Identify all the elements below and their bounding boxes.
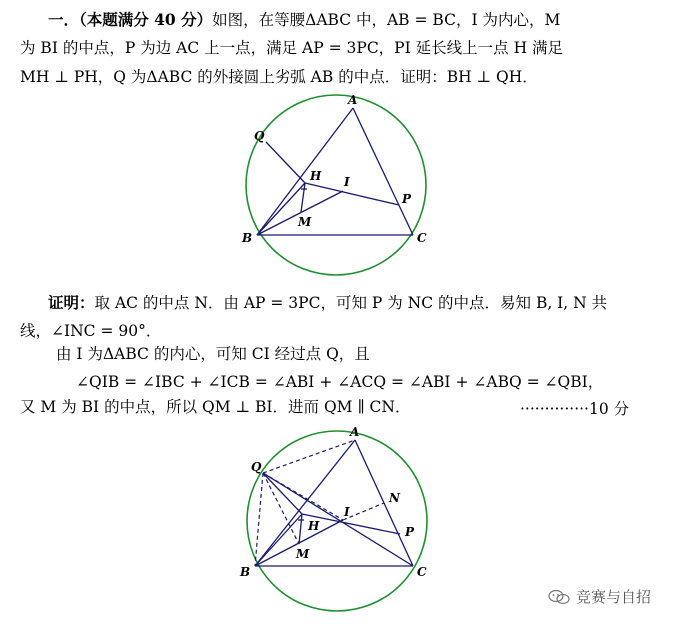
problem-line-3: MH ⊥ PH，Q 为ΔABC 的外接圆上劣弧 AB 的中点．证明：BH ⊥ QH． — [20, 68, 538, 86]
segment-hm-2 — [299, 514, 302, 544]
label-p: P — [402, 192, 412, 206]
watermark — [548, 586, 651, 607]
proof-heading: 证明： — [48, 293, 95, 312]
label-h-2: H — [308, 519, 320, 533]
segment-hb-2 — [255, 514, 302, 566]
problem-line-2: 为 BI 的中点，P 为边 AC 上一点，满足 AP = 3PC，PI 延长线上一点 H 满足 — [20, 39, 564, 57]
proof-line-5: 又 M 为 BI 的中点，所以 QM ⊥ BI．进而 QM ∥ CN． — [20, 398, 411, 416]
label-b-2: B — [240, 565, 251, 579]
score-mark: ··············10 分 — [520, 400, 630, 418]
label-a: A — [348, 93, 358, 107]
watermark-text: 竞赛与自招 — [576, 588, 652, 606]
label-n-2: N — [389, 491, 400, 505]
label-m-2: M — [296, 547, 310, 561]
problem-line-1-text: 如图，在等腰ΔABC 中，AB = BC，I 为内心，M — [212, 11, 561, 29]
label-b: B — [242, 231, 253, 245]
label-c: C — [417, 231, 427, 245]
label-q: Q — [254, 129, 265, 143]
label-h: H — [310, 169, 322, 183]
proof-line-2: 线，∠INC = 90°． — [20, 322, 162, 340]
segment-qc — [263, 473, 413, 566]
label-i-2: I — [344, 505, 350, 519]
dashed-qb — [255, 473, 263, 566]
label-i: I — [344, 175, 350, 189]
label-a-2: A — [350, 425, 360, 439]
proof-line-1-text: 取 AC 的中点 N．由 AP = 3PC，可知 P 为 NC 的中点．易知 B, I, N 共 — [94, 294, 608, 312]
label-p-2: P — [405, 525, 415, 539]
problem-heading: 一．（本题满分 40 分） — [48, 10, 213, 29]
proof-line-3: 由 I 为ΔABC 的内心，可知 CI 经过点 Q，且 — [56, 345, 370, 363]
label-q-2: Q — [251, 460, 262, 474]
proof-line-4: ∠QIB = ∠IBC + ∠ICB = ∠ABI + ∠ACQ = ∠ABI + ∠ABQ = ∠QBI， — [76, 373, 604, 391]
chat-bubble-icon — [548, 589, 570, 605]
label-m: M — [298, 215, 312, 229]
figure-2-dashed-lines — [255, 440, 384, 566]
label-c-2: C — [417, 565, 427, 579]
